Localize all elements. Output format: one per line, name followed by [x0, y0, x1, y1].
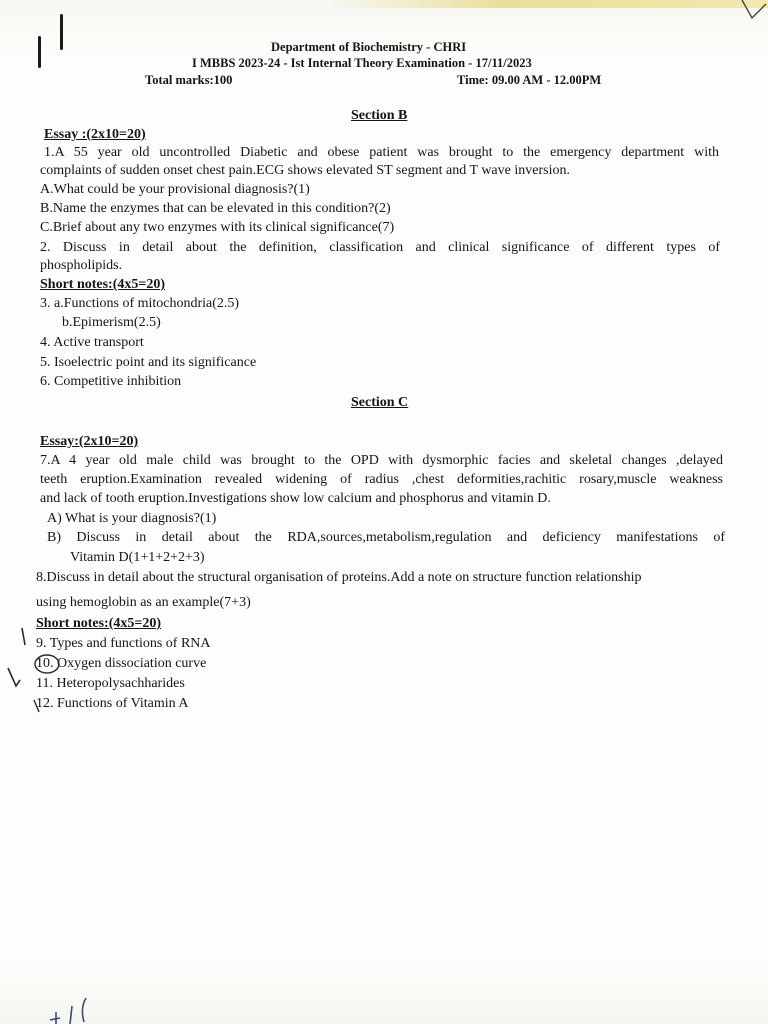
question-7b-line-2: Vitamin D(1+1+2+2+3): [70, 550, 205, 565]
section-c-title: Section C: [351, 395, 409, 410]
question-5: 5. Isoelectric point and its significance: [40, 355, 257, 370]
scribble-mark: [50, 998, 86, 1024]
question-7-line-3: and lack of tooth eruption.Investigations show low calcium and phosphorus and vitamin D.: [40, 491, 551, 506]
section-b-title: Section B: [351, 108, 408, 123]
question-1a: A.What could be your provisional diagnosis?(1): [40, 182, 310, 197]
question-1-line-2: complaints of sudden onset chest pain.ECG shows elevated ST segment and T wave inversion.: [40, 163, 570, 178]
question-1c: C.Brief about any two enzymes with its clinical significance(7): [40, 220, 395, 235]
section-c-short-notes-heading: Short notes:(4x5=20): [36, 616, 162, 631]
section-c-essay-heading: Essay:(2x10=20): [40, 434, 139, 449]
question-7-line-1: 7.A 4 year old male child was brought to the OPD with dysmorphic facies and skeletal changes ,delayed: [40, 453, 723, 468]
tick-mark: [8, 668, 20, 686]
question-7a: A) What is your diagnosis?(1): [47, 511, 217, 526]
question-7-line-2: teeth eruption.Examination revealed widening of radius ,chest deformities,rachitic rosary,muscle weakness: [40, 472, 723, 487]
question-9: 9. Types and functions of RNA: [36, 636, 211, 651]
tick-mark: [34, 700, 39, 712]
department-name: Department of Biochemistry - CHRI: [271, 40, 467, 54]
question-7b-line-1: B) Discuss in detail about the RDA,sources,metabolism,regulation and deficiency manifestations of: [47, 530, 725, 545]
question-2-line-2: phospholipids.: [40, 258, 123, 273]
question-8-line-1: 8.Discuss in detail about the structural organisation of proteins.Add a note on structure function relationship: [36, 570, 642, 585]
exam-title: I MBBS 2023-24 - Ist Internal Theory Examination - 17/11/2023: [192, 56, 532, 70]
question-11: 11. Heteropolysachharides: [36, 676, 185, 691]
question-8-line-2: using hemoglobin as an example(7+3): [36, 595, 251, 610]
question-1b: B.Name the enzymes that can be elevated in this condition?(2): [40, 201, 391, 216]
question-3a: 3. a.Functions of mitochondria(2.5): [40, 296, 240, 311]
corner-fold-mark: [742, 0, 766, 18]
section-b-essay-heading: Essay :(2x10=20): [44, 127, 146, 142]
section-b-short-notes-heading: Short notes:(4x5=20): [40, 277, 166, 292]
question-1-line-1: 1.A 55 year old uncontrolled Diabetic and obese patient was brought to the emergency department with: [44, 145, 719, 160]
total-marks: Total marks:100: [145, 73, 233, 87]
question-6: 6. Competitive inhibition: [40, 374, 182, 389]
circle-mark: [35, 655, 59, 673]
question-2-line-1: 2. Discuss in detail about the definition, classification and clinical significance of different types of: [40, 240, 720, 255]
tick-mark: [22, 628, 25, 645]
question-4: 4. Active transport: [40, 335, 144, 350]
exam-time: Time: 09.00 AM - 12.00PM: [457, 73, 602, 87]
question-10: 10. Oxygen dissociation curve: [36, 656, 207, 671]
question-3b: b.Epimerism(2.5): [62, 315, 161, 330]
question-12: 12. Functions of Vitamin A: [36, 696, 189, 711]
